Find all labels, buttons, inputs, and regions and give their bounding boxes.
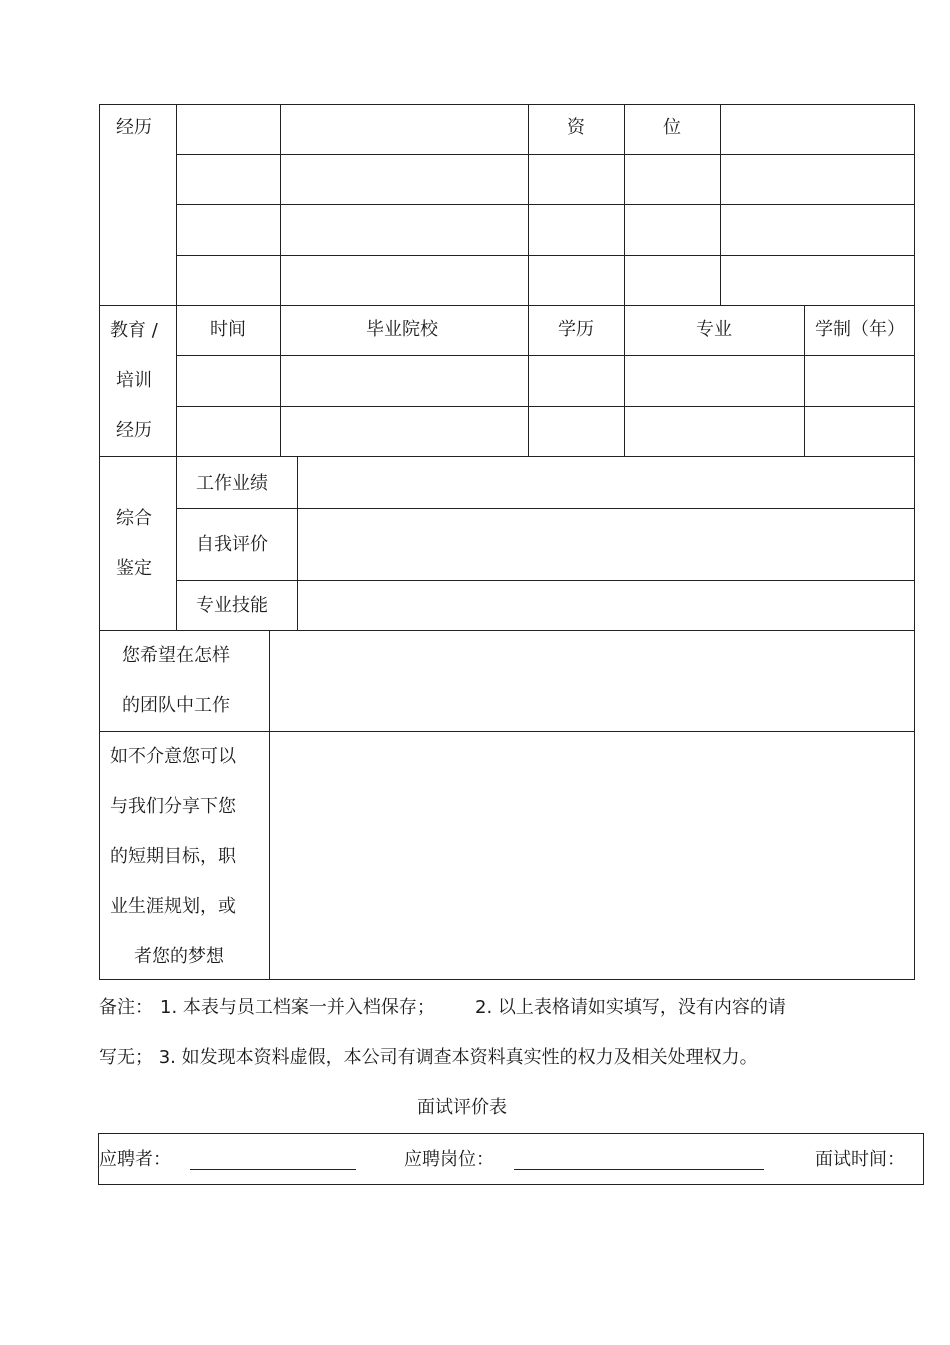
row-divider [176,580,915,581]
education-degree-input[interactable] [530,408,623,455]
assessment-label-line1: 综合 [116,508,152,529]
position-label: 应聘岗位： [404,1149,494,1170]
goals-label-line3: 的短期目标，职 [110,846,236,867]
header-cert-2: 位 [663,117,681,138]
experience-position-input[interactable] [626,156,719,203]
col-header-major: 专业 [696,319,732,340]
row-divider [176,255,915,256]
experience-detail-input[interactable] [722,257,913,304]
notes-line-2: 写无； 3. 如发现本资料虚假，本公司有调查本资料真实性的权力及相关处理权力。 [99,1047,758,1068]
section-divider [99,731,915,732]
col-divider [720,104,721,306]
row-divider [176,204,915,205]
col-divider [280,104,281,457]
experience-company-input[interactable] [282,106,527,153]
experience-label: 经历 [116,117,152,138]
skills-input[interactable] [299,582,913,629]
goals-label-line5: 者您的梦想 [134,946,224,967]
table-border-right [914,104,915,980]
notes-item-2: 2. 以上表格请如实填写，没有内容的请 [475,997,786,1018]
experience-period-input[interactable] [178,257,279,304]
education-years-input[interactable] [806,357,913,405]
experience-period-input[interactable] [178,206,279,254]
row-label-self-eval: 自我评价 [196,534,268,555]
col-header-school: 毕业院校 [366,319,438,340]
team-preference-input[interactable] [271,632,913,730]
experience-cert-input[interactable] [530,206,623,254]
col-header-degree: 学历 [558,319,594,340]
education-time-input[interactable] [178,408,279,455]
experience-detail-input[interactable] [722,106,913,153]
experience-period-input[interactable] [178,156,279,203]
col-divider [269,630,270,980]
applicant-label: 应聘者： [99,1149,171,1170]
goals-input[interactable] [271,733,913,978]
education-major-input[interactable] [626,357,803,405]
experience-detail-input[interactable] [722,206,913,254]
notes-prefix: 备注： [99,997,153,1018]
experience-position-input[interactable] [626,257,719,304]
experience-cert-input[interactable] [530,156,623,203]
table-border-left [99,104,100,980]
team-label-line1: 您希望在怎样 [122,645,230,666]
goals-label-line1: 如不介意您可以 [110,746,236,767]
col-divider [804,305,805,457]
applicant-underline [190,1169,356,1170]
education-time-input[interactable] [178,357,279,405]
row-divider [176,508,915,509]
experience-position-input[interactable] [626,206,719,254]
education-label-line1: 教育 / [110,320,158,341]
team-label-line2: 的团队中工作 [122,695,230,716]
col-divider [624,104,625,457]
section-divider [99,630,915,631]
education-degree-input[interactable] [530,357,623,405]
col-header-time: 时间 [210,319,246,340]
applicant-input[interactable] [190,1146,356,1170]
col-header-years: 学制（年） [815,319,905,340]
goals-label-line4: 业生涯规划，或 [110,896,236,917]
section-divider [99,305,915,306]
experience-company-input[interactable] [282,257,527,304]
goals-label-line2: 与我们分享下您 [110,796,236,817]
col-divider [297,456,298,631]
col-divider [176,104,177,631]
experience-cert-input[interactable] [530,257,623,304]
interview-title: 面试评价表 [417,1097,507,1118]
row-label-skills: 专业技能 [196,595,268,616]
box-border-top [98,1133,924,1134]
box-border-bottom [98,1184,924,1185]
experience-detail-input[interactable] [722,156,913,203]
col-divider [528,104,529,457]
interview-time-label: 面试时间： [815,1149,905,1170]
row-divider [176,154,915,155]
experience-company-input[interactable] [282,156,527,203]
table-border-top [99,104,915,105]
education-major-input[interactable] [626,408,803,455]
position-input[interactable] [514,1146,764,1170]
education-school-input[interactable] [282,357,527,405]
experience-period-input[interactable] [178,106,279,153]
assessment-label-line2: 鉴定 [116,558,152,579]
table-border-bottom [99,979,915,980]
self-eval-input[interactable] [299,510,913,579]
row-label-performance: 工作业绩 [196,473,268,494]
education-label-line3: 经历 [116,420,152,441]
box-border-right [923,1133,924,1185]
header-cert-1: 资 [567,117,585,138]
education-years-input[interactable] [806,408,913,455]
education-label-line2: 培训 [116,370,152,391]
section-divider [99,456,915,457]
position-underline [514,1169,764,1170]
education-school-input[interactable] [282,408,527,455]
notes-item-1: 1. 本表与员工档案一并入档保存； [160,997,435,1018]
performance-input[interactable] [299,458,913,507]
experience-company-input[interactable] [282,206,527,254]
